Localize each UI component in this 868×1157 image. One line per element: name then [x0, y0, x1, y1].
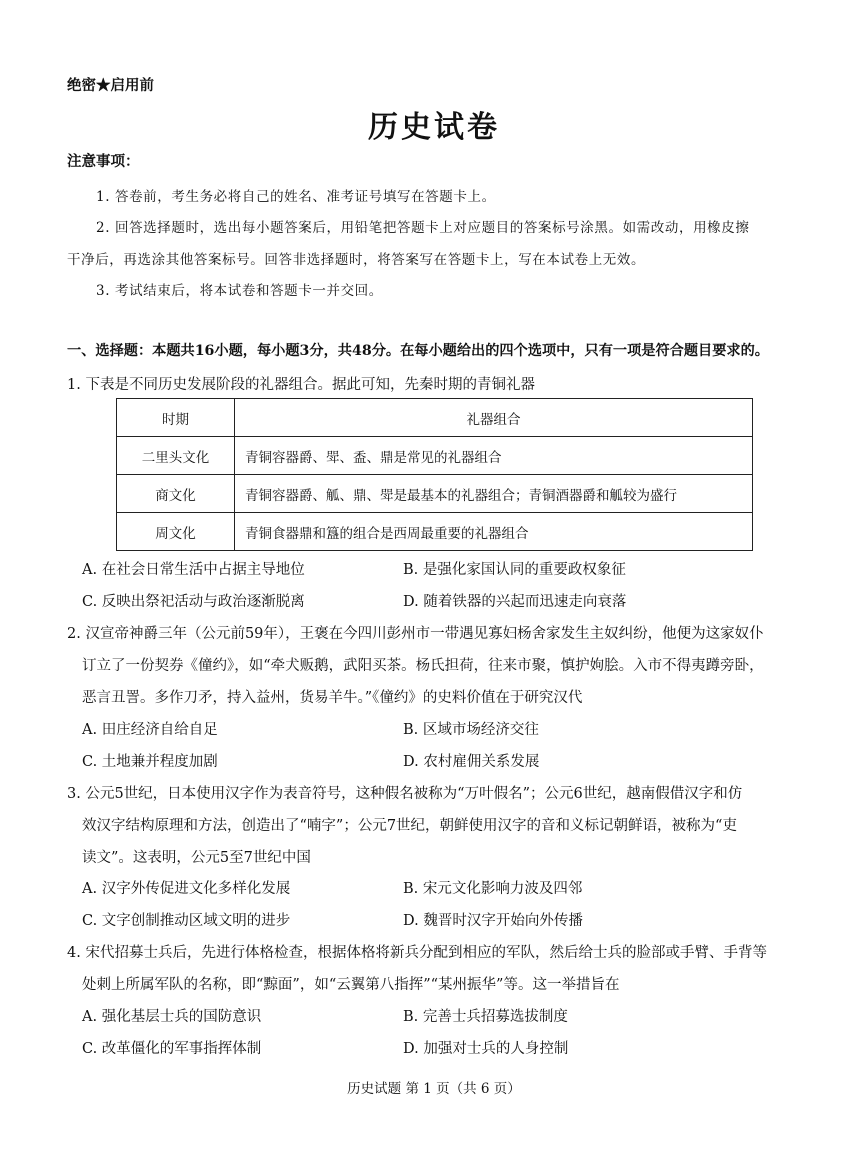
page-footer: 历史试题 第 1 页（共 6 页） [347, 1081, 521, 1097]
section-heading: 一、选择题：本题共16小题，每小题3分，共48分。在每小题给出的四个选项中，只有一项是符合题目要求的。 [67, 343, 769, 359]
q1-option-c: C. 反映出祭祀活动与政治逐渐脱离 [82, 594, 305, 610]
table-header-period: 时期 [117, 399, 235, 437]
notice-item-2: 2. 回答选择题时，选出每小题答案后，用铅笔把答题卡上对应题目的答案标号涂黑。如需改动，用橡皮擦 [96, 220, 750, 236]
notice-item-1: 1. 答卷前，考生务必将自己的姓名、准考证号填写在答题卡上。 [96, 189, 496, 205]
q2-option-d: D. 农村雇佣关系发展 [403, 754, 540, 770]
notice-item-2-cont: 干净后，再选涂其他答案标号。回答非选择题时，将答案写在答题卡上，写在本试卷上无效。 [67, 252, 646, 268]
q1-option-d: D. 随着铁器的兴起而迅速走向衰落 [403, 594, 627, 610]
table-cell-period: 商文化 [117, 475, 235, 513]
table-cell-combination: 青铜容器爵、觚、鼎、斝是最基本的礼器组合；青铜酒器爵和觚较为盛行 [235, 475, 753, 513]
q1-option-b: B. 是强化家国认同的重要政权象征 [403, 562, 626, 578]
table-row [117, 513, 753, 551]
q3-option-a: A. 汉字外传促进文化多样化发展 [82, 881, 291, 897]
q2-option-a: A. 田庄经济自给自足 [82, 722, 218, 738]
question-3-stem-line-1: 3. 公元5世纪，日本使用汉字作为表音符号，这种假名被称为“万叶假名”；公元6世纪，越南假借汉字和仿 [67, 786, 743, 802]
table-row [117, 437, 753, 475]
question-1-stem: 1. 下表是不同历史发展阶段的礼器组合。据此可知，先秦时期的青铜礼器 [67, 377, 535, 393]
q4-option-b: B. 完善士兵招募选拔制度 [403, 1009, 568, 1025]
page-title: 历史试卷 [368, 110, 500, 145]
q1-option-a: A. 在社会日常生活中占据主导地位 [82, 562, 305, 578]
notice-item-3: 3. 考试结束后，将本试卷和答题卡一并交回。 [96, 283, 383, 299]
rites-table [116, 398, 753, 551]
question-2-stem-line-3: 恶言丑詈。多作刀矛，持入益州，货易羊牛。”《僮约》的史料价值在于研究汉代 [82, 690, 583, 706]
q2-option-b: B. 区域市场经济交往 [403, 722, 539, 738]
confidential-label: 绝密★启用前 [67, 77, 154, 94]
table-cell-period: 二里头文化 [117, 437, 235, 475]
question-3-stem-line-3: 读文”。这表明，公元5至7世纪中国 [82, 850, 311, 866]
question-2-stem-line-1: 2. 汉宣帝神爵三年（公元前59年），王褒在今四川彭州市一带遇见寡妇杨舍家发生主奴纠纷，他便为这家奴仆 [67, 626, 764, 642]
question-2-stem-line-2: 订立了一份契券《僮约》，如“牵犬贩鹅，武阳买茶。杨氏担荷，往来市聚，慎护姁脍。入市不得夷蹲旁卧， [82, 658, 764, 674]
table-row [117, 475, 753, 513]
table-header-combination: 礼器组合 [235, 399, 753, 437]
q4-option-c: C. 改革僵化的军事指挥体制 [82, 1041, 262, 1057]
question-3-stem-line-2: 效汉字结构原理和方法，创造出了“喃字”；公元7世纪，朝鲜使用汉字的音和义标记朝鲜语，被称为“吏 [82, 818, 737, 834]
table-cell-combination: 青铜容器爵、斝、盉、鼎是常见的礼器组合 [235, 437, 753, 475]
q3-option-c: C. 文字创制推动区域文明的进步 [82, 913, 291, 929]
notice-heading: 注意事项： [67, 153, 140, 170]
q4-option-d: D. 加强对士兵的人身控制 [403, 1041, 569, 1057]
q2-option-c: C. 土地兼并程度加剧 [82, 754, 218, 770]
question-4-stem-line-2: 处刺上所属军队的名称，即“黥面”，如“云翼第八指挥”“某州振华”等。这一举措旨在 [82, 977, 620, 993]
question-4-stem-line-1: 4. 宋代招募士兵后，先进行体格检查，根据体格将新兵分配到相应的军队，然后给士兵的脸部或手臂、手背等 [67, 945, 767, 961]
table-cell-period: 周文化 [117, 513, 235, 551]
q3-option-d: D. 魏晋时汉字开始向外传播 [403, 913, 583, 929]
q4-option-a: A. 强化基层士兵的国防意识 [82, 1009, 262, 1025]
table-header-row [117, 399, 753, 437]
q3-option-b: B. 宋元文化影响力波及四邻 [403, 881, 583, 897]
table-cell-combination: 青铜食器鼎和簋的组合是西周最重要的礼器组合 [235, 513, 753, 551]
